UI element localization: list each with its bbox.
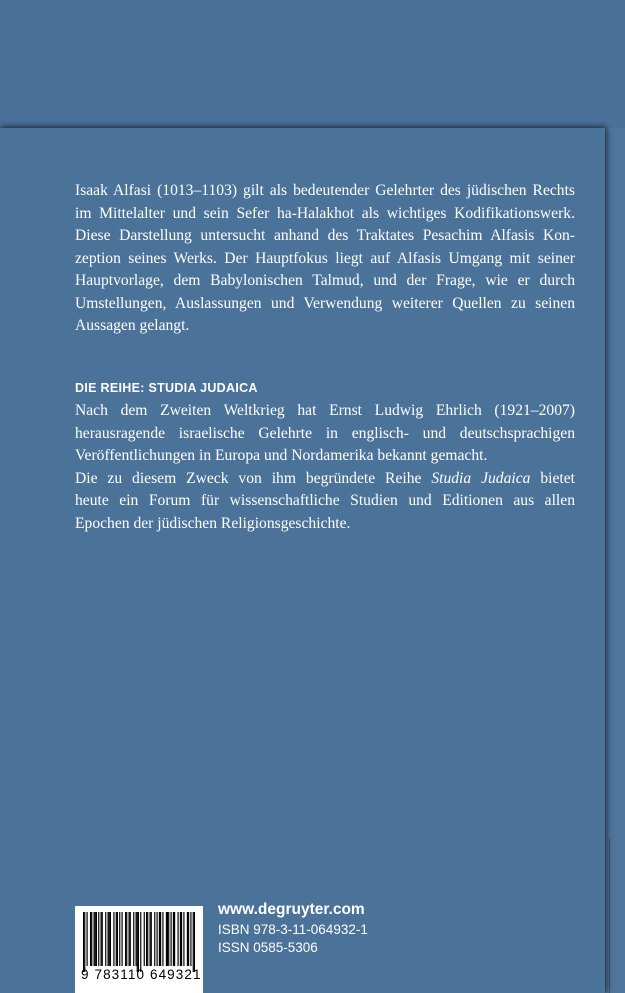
barcode-bar (162, 912, 163, 966)
barcode-bar (151, 912, 152, 966)
barcode-bar (117, 912, 118, 966)
barcode-bar (108, 912, 109, 966)
blurb-line: zeption seines Werks. Der Hauptfokus liegt auf Alfasis Umgang mit seiner (75, 249, 575, 267)
barcode-bar (110, 912, 111, 966)
barcode-bar (181, 912, 182, 966)
barcode-digits: 9 783110 649321 (81, 967, 202, 982)
barcode-bar (150, 912, 151, 966)
series-heading: DIE REIHE: STUDIA JUDAICA (75, 381, 258, 395)
spine-edge (605, 128, 625, 993)
barcode-bar (147, 912, 148, 966)
barcode-bar (116, 912, 117, 966)
barcode-bar (183, 912, 184, 966)
barcode-bar (91, 912, 92, 966)
barcode-bar (96, 912, 97, 966)
barcode-bar (194, 912, 195, 972)
series-line: heute ein Forum für wissenschaftliche Studien und Editionen aus allen (75, 492, 575, 509)
book-blurb (75, 180, 575, 338)
barcode-bar (126, 912, 127, 966)
barcode-bar (101, 912, 102, 966)
publisher-url[interactable]: www.degruyter.com (218, 901, 365, 918)
barcode-bar (157, 912, 158, 966)
barcode-bar (122, 912, 123, 966)
barcode-bar (130, 912, 131, 966)
barcode-bar (109, 912, 110, 966)
series-line: Nach dem Zweiten Weltkrieg hat Ernst Ludwig Ehrlich (1921–2007) (75, 402, 575, 419)
issn-number: ISSN 0585-5306 (218, 940, 318, 955)
barcode-bar (105, 912, 106, 966)
barcode-bar (84, 912, 85, 972)
series-line-text: bietet (530, 469, 575, 487)
barcode-bar (171, 912, 172, 966)
barcode-bar (159, 912, 160, 966)
series-line-text: Die zu diesem Zweck von ihm begründete Reihe (75, 469, 432, 487)
blurb-line: Umstellungen, Auslassungen und Verwendung weiterer Quellen zu seinen (75, 294, 575, 312)
barcode-bar (83, 912, 84, 972)
barcode-bar (95, 912, 96, 966)
blurb-line: Hauptvorlage, dem Babylonischen Talmud, und der Frage, wie er durch (75, 272, 575, 289)
barcode-bar (138, 912, 139, 972)
barcode-bar (140, 912, 141, 972)
isbn-barcode (75, 906, 203, 993)
blurb-line: im Mittelalter und sein Sefer ha-Halakhot als wichtiges Kodifikationswerk. (75, 204, 575, 222)
barcode-bar (190, 912, 191, 966)
barcode-bar (137, 912, 138, 972)
barcode-bar (174, 912, 175, 966)
barcode-bar (98, 912, 99, 966)
barcode-bar (119, 912, 120, 966)
barcode-bar (136, 912, 137, 966)
barcode-bar (146, 912, 147, 966)
barcode-bar (167, 912, 168, 966)
blurb-line: Aussagen gelangt. (75, 317, 190, 334)
barcode-bar (173, 912, 174, 966)
blurb-line: Diese Darstellung untersucht anhand des Traktates Pesachim Alfasis Kon- (75, 227, 575, 244)
barcode-bar (90, 912, 91, 966)
spine-fold-line (609, 838, 610, 993)
barcode-bar (178, 912, 179, 966)
barcode-bar (187, 912, 188, 966)
barcode-bar (87, 912, 88, 966)
series-title: Studia Judaica (431, 469, 531, 487)
barcode-bar (180, 912, 181, 966)
series-line: herausragende israelische Gelehrte in englisch- und deutschsprachigen (75, 424, 575, 442)
barcode-bar (160, 912, 161, 966)
barcode-bar (144, 912, 145, 966)
blurb-line: Isaak Alfasi (1013–1103) gilt als bedeutender Gelehrter des jüdischen Rechts (75, 182, 575, 199)
barcode-bar (94, 912, 95, 966)
barcode-bar (133, 912, 134, 966)
barcode-bar (168, 912, 169, 966)
barcode-bar (129, 912, 130, 966)
series-line: Epochen der jüdischen Religionsgeschichte. (75, 514, 351, 532)
barcode-bar (188, 912, 189, 966)
barcode-bar (125, 912, 126, 966)
barcode-bar (154, 912, 155, 966)
series-description (75, 400, 575, 535)
barcode-bar (166, 912, 167, 966)
barcode-bar (193, 912, 194, 972)
series-line: Veröffentlichungen in Europa und Nordamerika bekannt gemacht. (75, 447, 488, 464)
isbn-number: ISBN 978-3-11-064932-1 (218, 922, 368, 937)
barcode-bar (102, 912, 103, 966)
series-line (75, 468, 575, 491)
barcode-bar (113, 912, 114, 966)
